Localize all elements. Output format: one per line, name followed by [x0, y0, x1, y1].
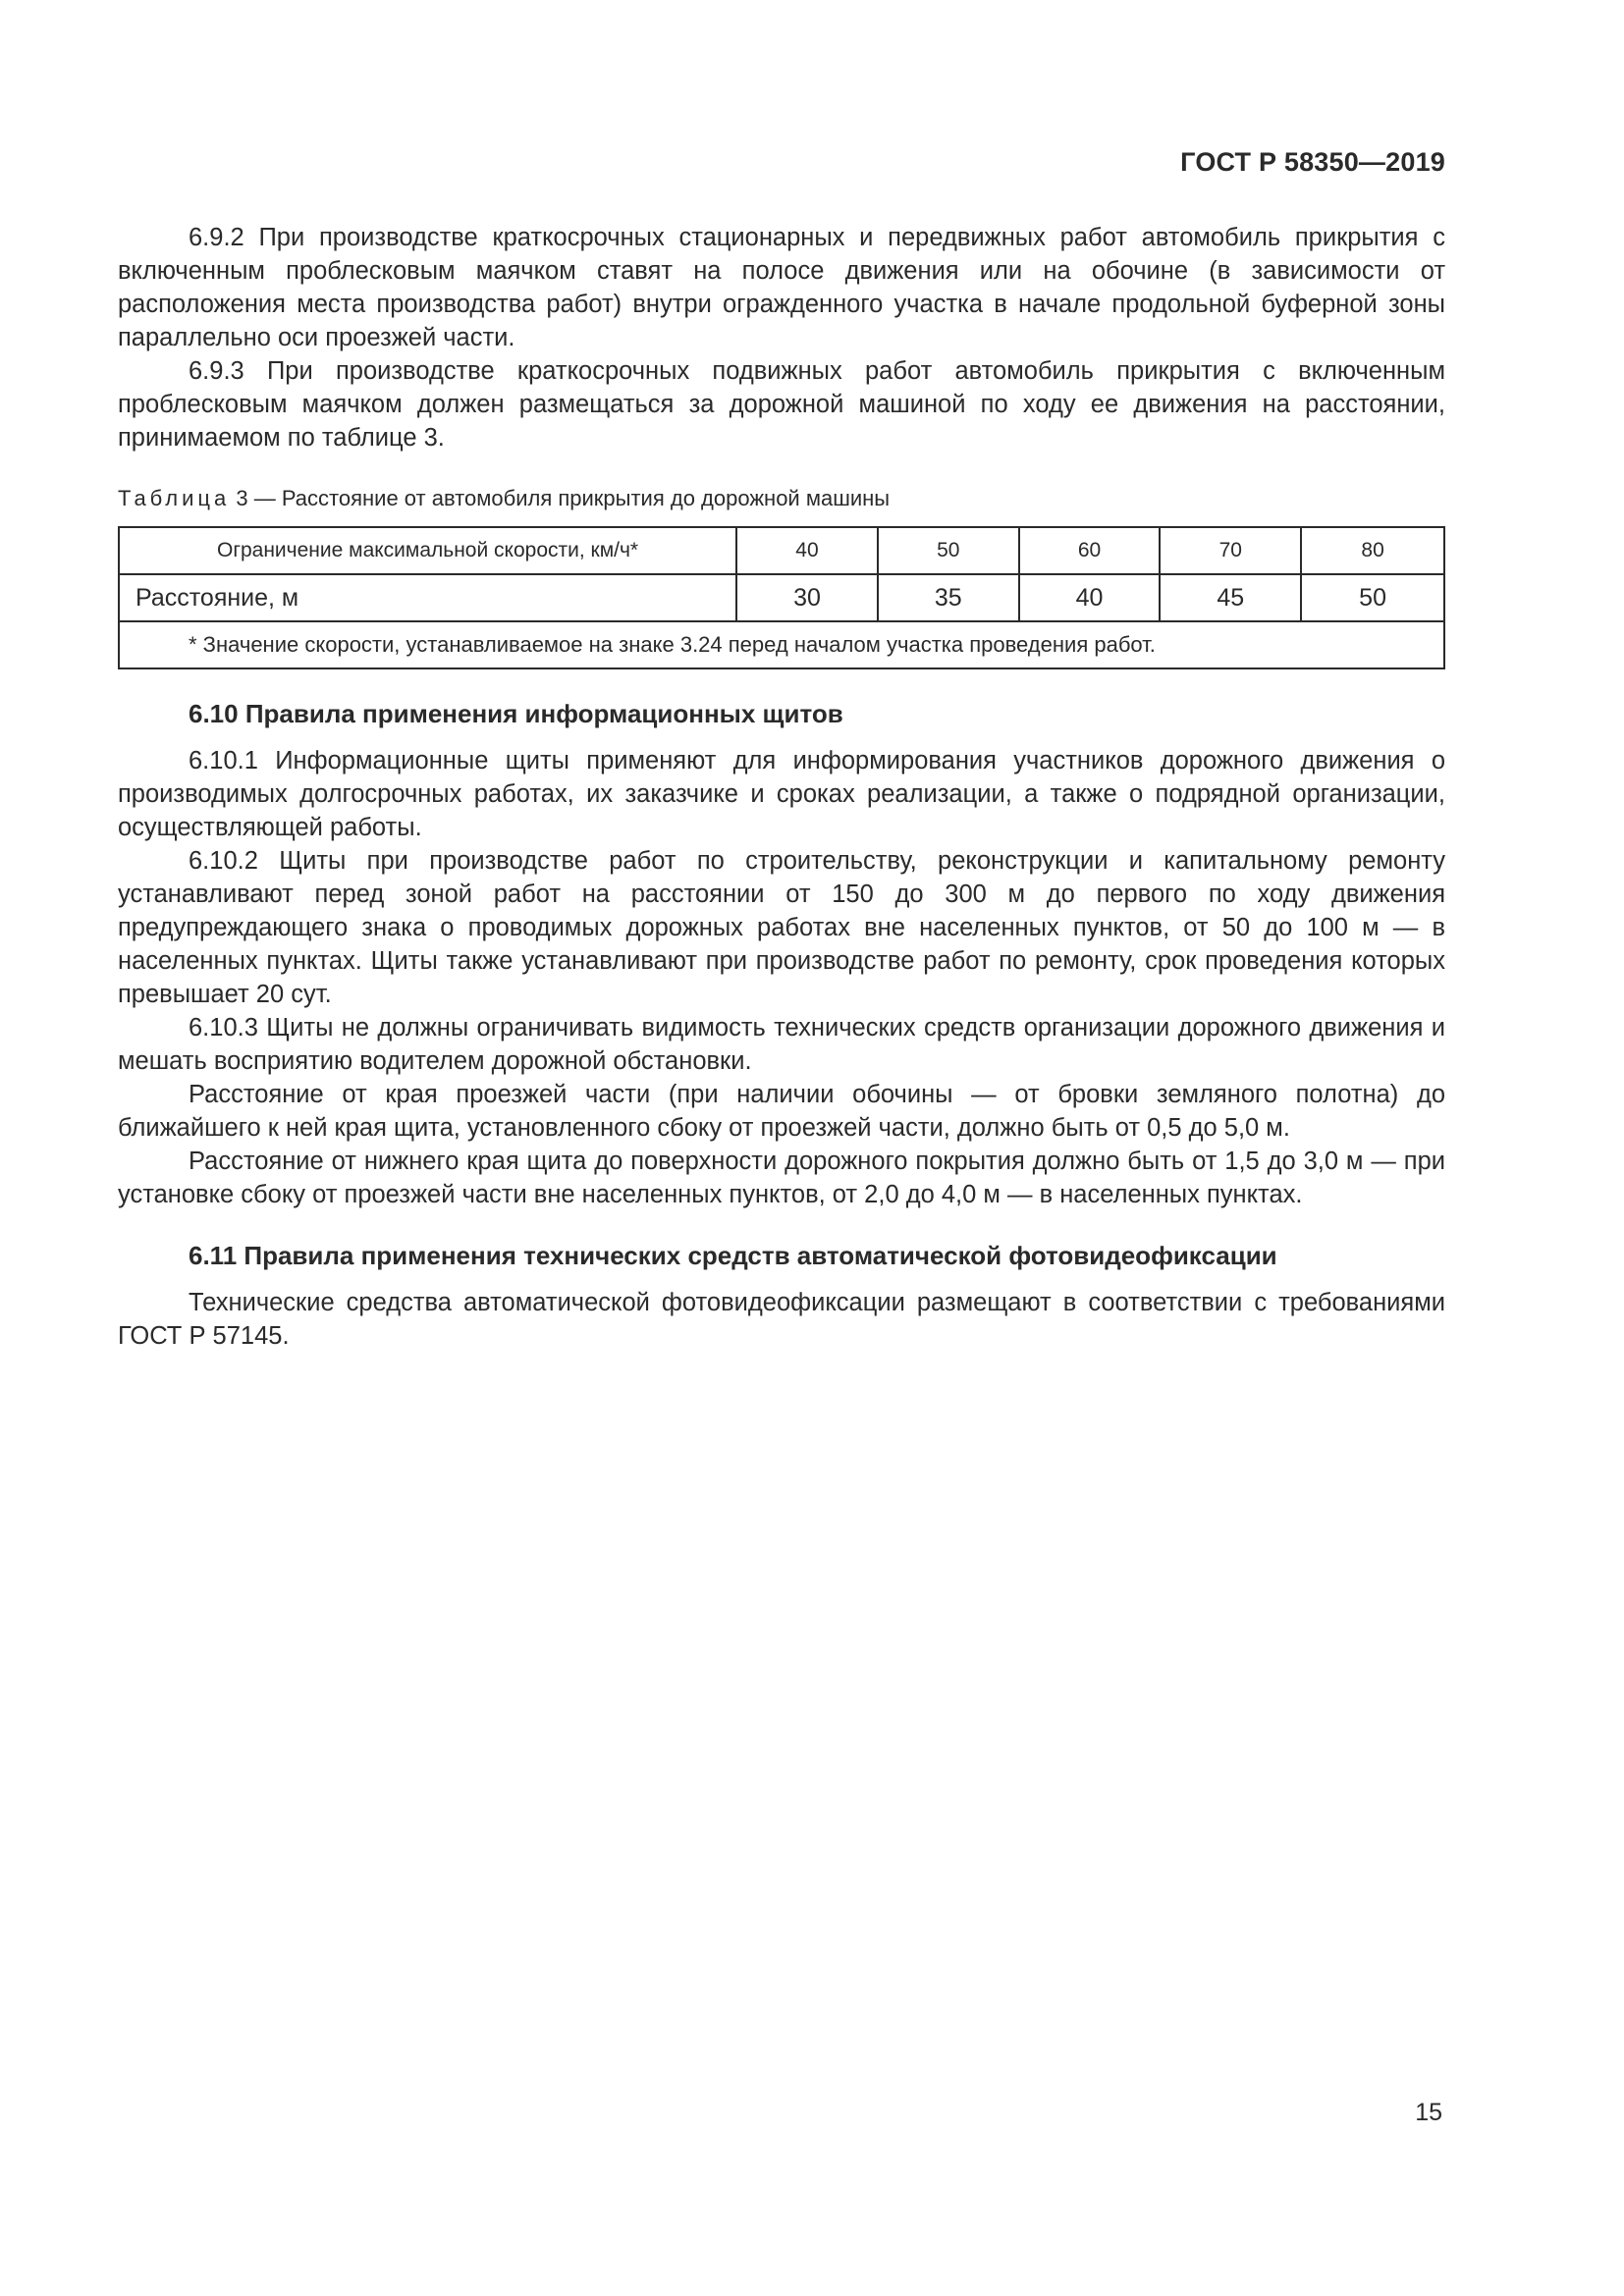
table-caption: [118, 484, 1445, 513]
paragraph-6-10-2: 6.10.2 Щиты при производстве работ по строительству, реконструкции и капитальному ремонту устанавливают перед зоной работ на расстоянии от 150 до 300 м до первого по ходу движения предупреждающего знака о проводимых дорожных работах вне населенных пунктов, от 50 до 100 м — в населенных пунктах. Щиты также устанавливают при производстве работ по ремонту, срок проведения которых превышает 20 сут.: [118, 847, 1445, 1008]
speed-cell: 50: [878, 527, 1019, 574]
distance-cell: 50: [1301, 574, 1444, 621]
paragraph-6-9-3: 6.9.3 При производстве краткосрочных подвижных работ автомобиль прикрытия с включенным проблесковым маячком должен размещаться за дорожной машиной по ходу ее движения на расстоянии, принимаемом по таблице 3.: [118, 357, 1445, 452]
distance-row-label: Расстояние, м: [119, 574, 736, 621]
paragraph-6-11: Технические средства автоматической фотовидеофиксации размещают в соответствии с требованиями ГОСТ Р 57145.: [118, 1289, 1445, 1350]
paragraph-shield-edge-distance: Расстояние от края проезжей части (при наличии обочины — от бровки земляного полотна) до ближайшего к ней края щита, установленного сбоку от проезжей части, должно быть от 0,5 до 5,0 м.: [118, 1081, 1445, 1142]
page-number: 15: [1415, 2099, 1442, 2126]
section-6-11-title: 6.11 Правила применения технических средств автоматической фотовидеофиксации: [189, 1241, 1277, 1270]
distance-cell: 30: [736, 574, 878, 621]
section-6-10-title: 6.10 Правила применения информационных щитов: [189, 699, 843, 728]
paragraph-6-10-1: 6.10.1 Информационные щиты применяют для информирования участников дорожного движения о производимых долгосрочных работах, их заказчике и сроках реализации, а также о подрядной организации, осуществляющей работы.: [118, 747, 1445, 841]
page-content: [118, 221, 1445, 1353]
distance-table: [118, 526, 1445, 669]
table-footnote-row: [119, 621, 1444, 668]
speed-cell: 70: [1160, 527, 1301, 574]
speed-cell: 40: [736, 527, 878, 574]
speed-limit-header-cell: Ограничение максимальной скорости, км/ч*: [119, 527, 736, 574]
table-row-distance: [119, 574, 1444, 621]
distance-cell: 45: [1160, 574, 1301, 621]
speed-cell: 80: [1301, 527, 1444, 574]
speed-cell: 60: [1019, 527, 1161, 574]
paragraph-6-9-2: 6.9.2 При производстве краткосрочных стационарных и передвижных работ автомобиль прикрытия с включенным проблесковым маячком ставят на полосе движения или на обочине (в зависимости от расположения места производства работ) внутри огражденного участка в начале продольной буферной зоны параллельно оси проезжей части.: [118, 224, 1445, 351]
paragraph-6-10-3: 6.10.3 Щиты не должны ограничивать видимость технических средств организации дорожного движения и мешать восприятию водителем дорожной обстановки.: [118, 1014, 1445, 1075]
table-caption-text: 3 — Расстояние от автомобиля прикрытия до дорожной машины: [236, 486, 891, 510]
paragraph-shield-height: Расстояние от нижнего края щита до поверхности дорожного покрытия должно быть от 1,5 до 3,0 м — при установке сбоку от проезжей части вне населенных пунктов, от 2,0 до 4,0 м — в населенных пунктах.: [118, 1148, 1445, 1208]
table-header-row: [119, 527, 1444, 574]
distance-cell: 35: [878, 574, 1019, 621]
table-footnote: * Значение скорости, устанавливаемое на знаке 3.24 перед началом участка проведения работ.: [119, 621, 1444, 668]
table-caption-label: Таблица: [118, 486, 231, 510]
document-id-header: ГОСТ Р 58350—2019: [1180, 147, 1445, 177]
distance-cell: 40: [1019, 574, 1161, 621]
